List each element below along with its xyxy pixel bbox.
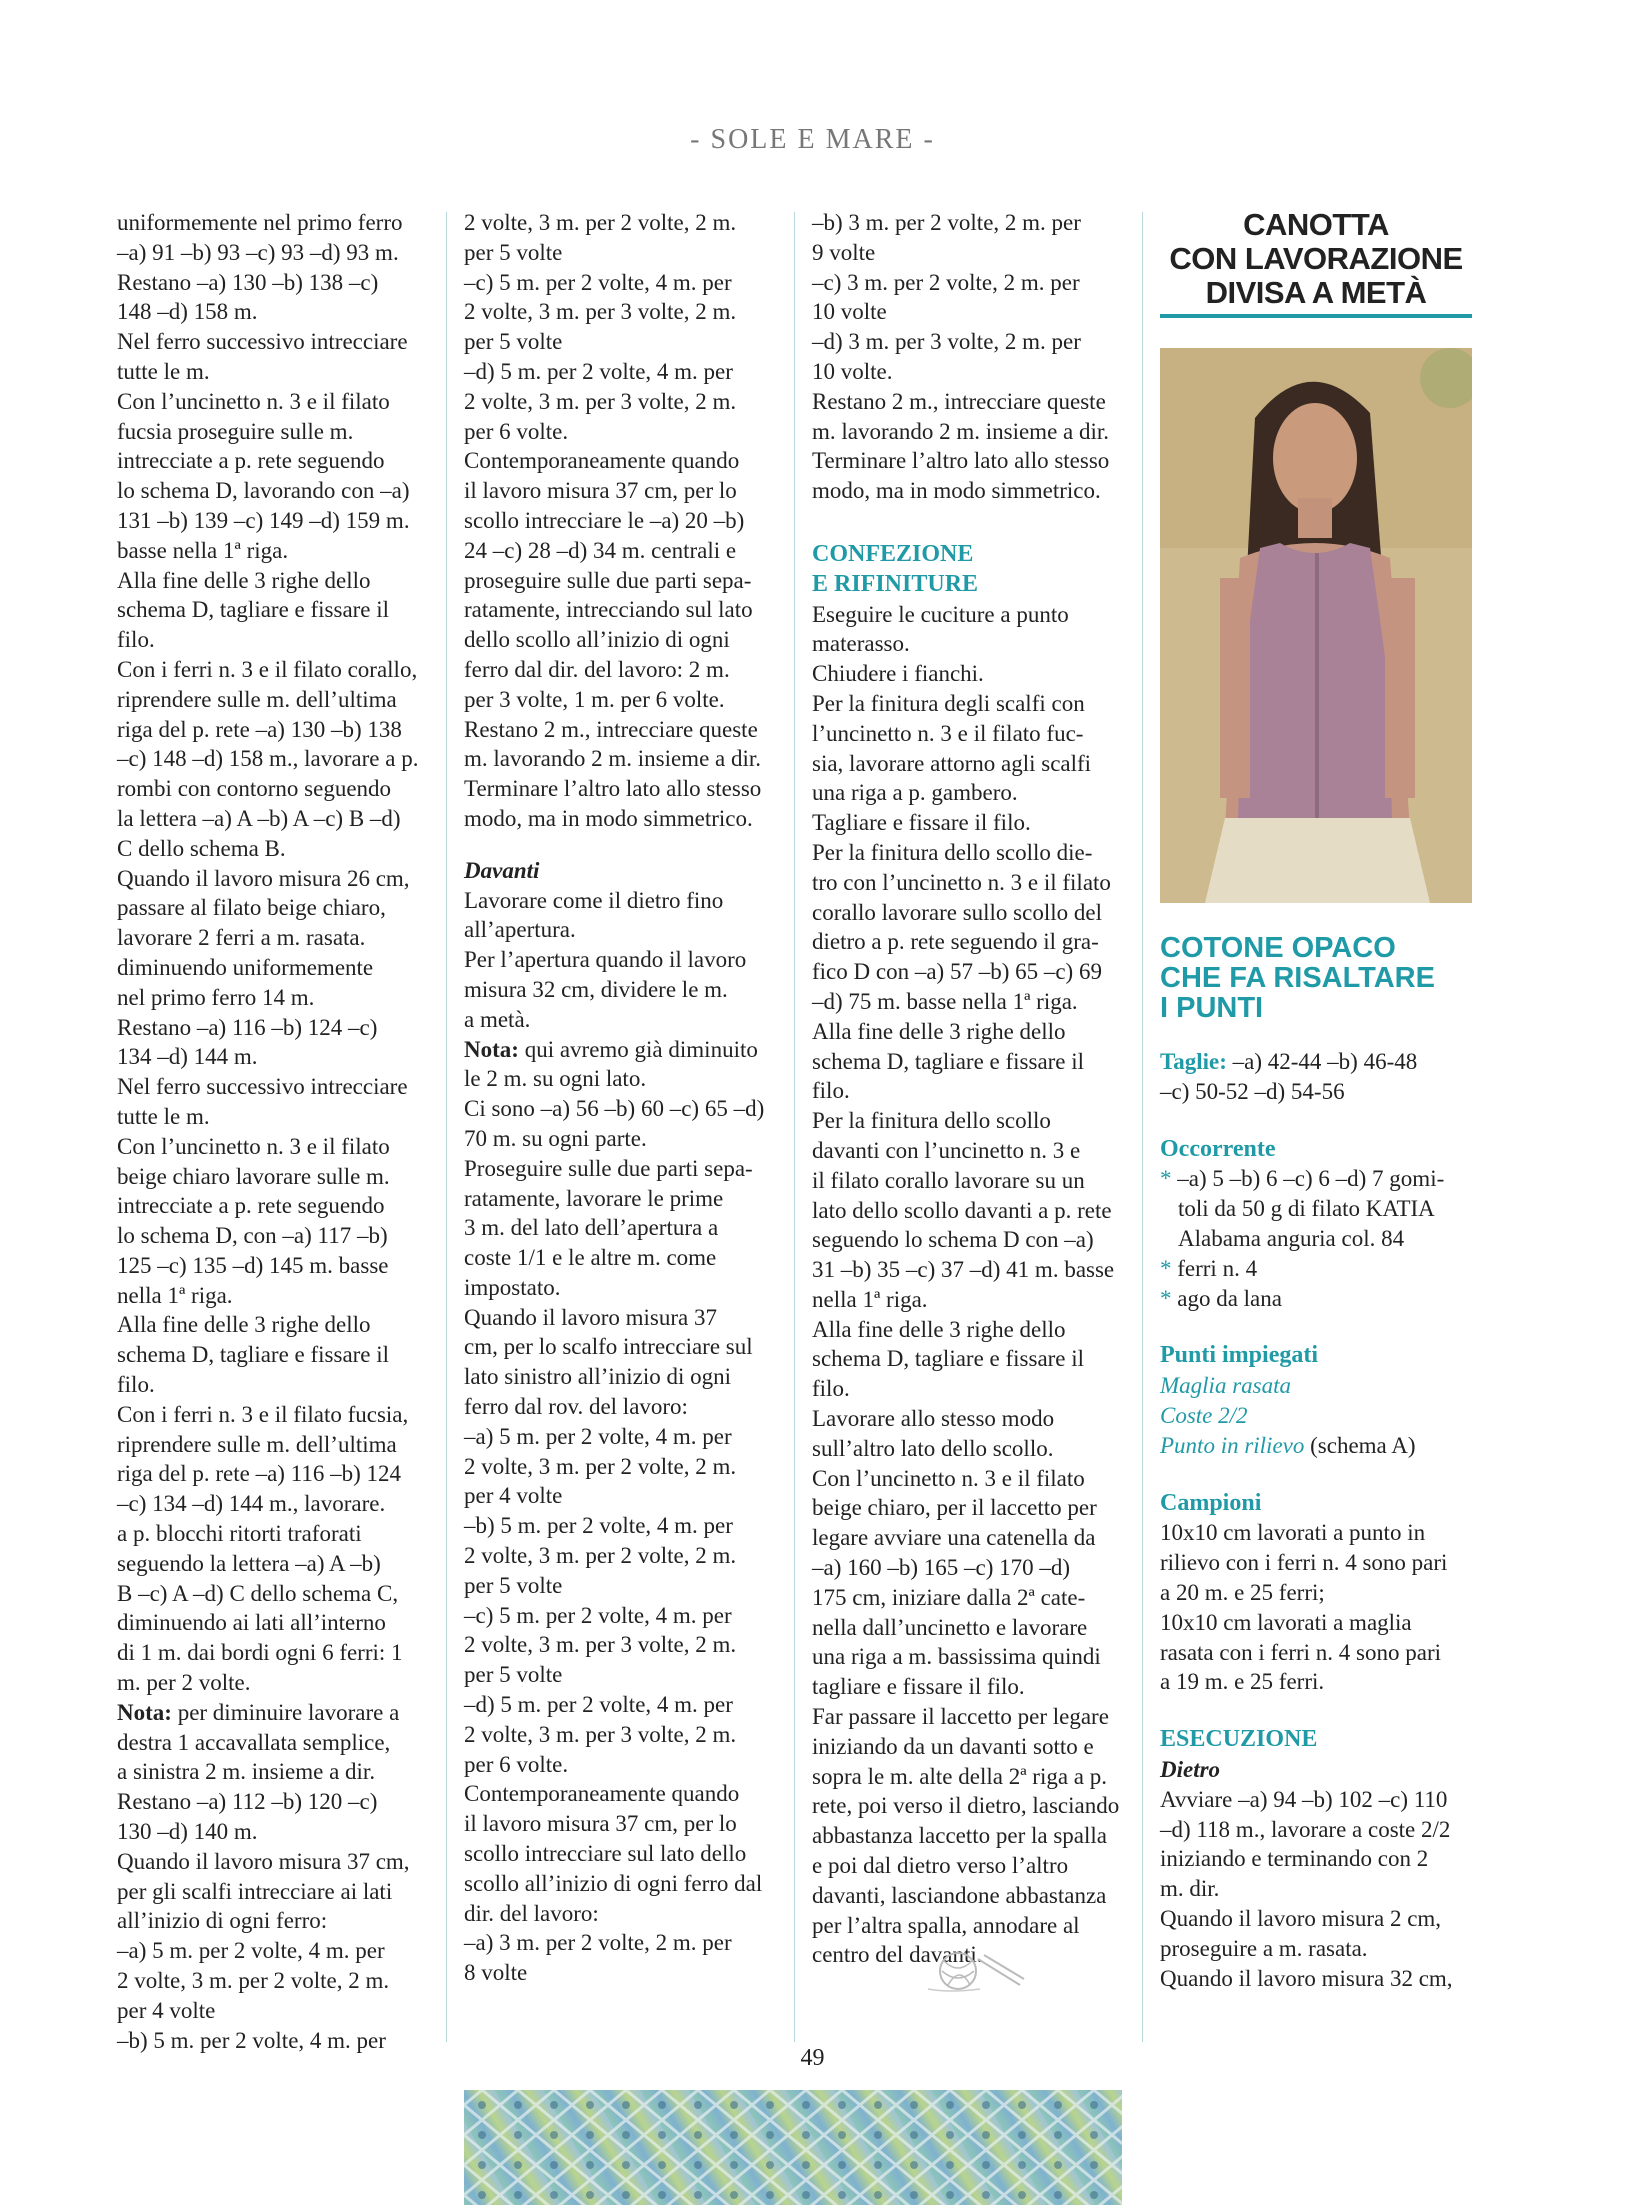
text-line: –a) 5 m. per 2 volte, 4 m. per [117,1938,385,1964]
text-line: Davanti [464,857,540,883]
text-line: Con l’uncinetto n. 3 e il filato [117,1133,390,1159]
text-line: uniformemente nel primo ferro [117,210,403,235]
text-line: –c) 3 m. per 2 volte, 2 m. per [812,269,1080,295]
text-line: 2 volte, 3 m. per 2 volte, 2 m. [117,1968,390,1994]
text-line: l’uncinetto n. 3 e il filato fuc- [812,720,1084,746]
stitch-item: Coste 2/2 [1160,1402,1248,1428]
text-line: riprendere sulle m. dell’ultima [117,1431,397,1457]
text-line: Eseguire le cuciture a punto [812,601,1069,627]
materials-item: * ago da lana [1160,1285,1282,1311]
text-line: riprendere sulle m. dell’ultima [117,686,397,712]
column-divider [794,212,795,2042]
text-line: Chiudere i fianchi. [812,661,984,687]
column-divider [1142,212,1143,2042]
text-line: Terminare l’altro lato allo stesso [464,776,762,802]
materials-item: * –a) 5 –b) 6 –c) 6 –d) 7 gomi- [1160,1166,1445,1192]
text-line: 2 volte, 3 m. per 2 volte, 2 m. [464,1453,737,1479]
text-line: –b) 3 m. per 2 volte, 2 m. per [812,210,1081,235]
text-line: iniziando da un davanti sotto e [812,1733,1094,1759]
text-line: una riga a m. bassissima quindi [812,1644,1101,1670]
text-line: Restano 2 m., intrecciare queste [464,716,758,742]
text-line: –a) 91 –b) 93 –c) 93 –d) 93 m. [117,239,399,265]
text-line: –a) 5 m. per 2 volte, 4 m. per [464,1423,732,1449]
text-line: E RIFINITURE [812,570,979,597]
text-line: davanti con l’uncinetto n. 3 e [812,1137,1081,1163]
text-line: 2 volte, 3 m. per 3 volte, 2 m. [464,1632,737,1658]
stitches-heading: Punti impiegati [1160,1342,1319,1369]
text-line: 24 –c) 28 –d) 34 m. centrali e [464,537,737,563]
text-line: Terminare l’altro lato allo stesso [812,448,1110,474]
stitch-item: Maglia rasata [1160,1373,1291,1399]
text-line: –d) 3 m. per 3 volte, 2 m. per [812,329,1081,355]
column-3 [812,208,1124,1970]
text-line: rete, poi verso il dietro, lasciando [812,1793,1120,1819]
text-line: Alla fine delle 3 righe dello [812,1018,1066,1044]
text-line: Con i ferri n. 3 e il filato corallo, [117,656,418,682]
text-line: Quando il lavoro misura 37 cm, [117,1848,410,1874]
yarn-ball-icon [920,1945,1030,1995]
text-line: Quando il lavoro misura 37 [464,1304,717,1330]
text-line: Nel ferro successivo intrecciare [117,1074,408,1100]
text-line: impostato. [464,1274,561,1300]
text-line: intrecciate a p. rete seguendo [117,448,385,474]
text-line: a sinistra 2 m. insieme a dir. [117,1759,376,1785]
text-line: Lavorare allo stesso modo [812,1406,1055,1432]
text-line: Per la finitura degli scalfi con [812,690,1085,716]
text-line: schema D, tagliare e fissare il filo. [812,1048,1085,1104]
text-line: 2 volte, 3 m. per 3 volte, 2 m. [464,299,737,325]
text-line: 8 volte [464,1960,528,1986]
sizes: Taglie: –a) 42-44 –b) 46-48 [1160,1049,1418,1074]
text-line: lato dello scollo davanti a p. rete [812,1197,1112,1223]
text-line: scollo intrecciare sul lato dello [464,1841,747,1867]
text-line: destra 1 accavallata semplice, [117,1729,391,1755]
text-line: C dello schema B. [117,835,286,861]
text-line: per 5 volte [464,329,563,355]
text-line: Quando il lavoro misura 26 cm, [117,865,410,891]
text-line: –d) 5 m. per 2 volte, 4 m. per [464,358,733,384]
column-2 [464,208,776,1988]
text-line: lo schema D, lavorando con –a) [117,478,410,504]
text-line: legare avviare una catenella da [812,1525,1096,1551]
text-line: Nota: per diminuire lavorare a [117,1699,400,1725]
text-line: schema D, tagliare e fissare il filo. [117,597,390,653]
text-line: tutte le m. [117,358,210,384]
text-line: modo, ma in modo simmetrico. [464,805,753,831]
text-line: schema D, tagliare e fissare il filo. [117,1342,390,1398]
text-line: seguendo la lettera –a) A –b) [117,1550,381,1576]
text-line: 134 –d) 144 m. [117,1044,258,1070]
text-line: –c) 148 –d) 158 m., lavorare a p. [117,746,419,772]
text-line: dietro a p. rete seguendo il gra- [812,929,1099,955]
text-line: –c) 5 m. per 2 volte, 4 m. per [464,269,732,295]
text-line: tagliare e fissare il filo. [812,1674,1025,1700]
text-line: 148 –d) 158 m. [117,299,258,325]
model-illustration [1160,348,1472,903]
text-line: nel primo ferro 14 m. [117,984,315,1010]
text-line: Lavorare come il dietro fino [464,887,724,913]
text-line: ratamente, intrecciando sul lato [464,597,753,623]
text-line: centro del davanti. [812,1942,983,1968]
text-line: 2 volte, 3 m. per 3 volte, 2 m. [464,1721,737,1747]
text-line: ratamente, lavorare le prime [464,1185,724,1211]
text-line: Con l’uncinetto n. 3 e il filato [812,1465,1085,1491]
text-line: a metà. [464,1006,531,1032]
text-line [812,506,1124,528]
text-line: –a) 160 –b) 165 –c) 170 –d) [812,1555,1071,1581]
text-line: proseguire sulle due parti sepa- [464,567,752,593]
text-line: intrecciate a p. rete seguendo [117,1193,385,1219]
text-line: m. lavorando 2 m. insieme a dir. [464,746,762,772]
text-line: Con l’uncinetto n. 3 e il filato [117,388,390,414]
text-line: per 5 volte [464,1572,563,1598]
text-line: coste 1/1 e le altre m. come [464,1245,717,1271]
text-line: il lavoro misura 37 cm, per lo [464,1811,737,1837]
text-line: dello scollo all’inizio di ogni [464,627,730,653]
note-label: Nota: [117,1699,172,1725]
text-line: Alla fine delle 3 righe dello [812,1316,1066,1342]
text-line: Per la finitura dello scollo die- [812,839,1093,865]
text-line: Per la finitura dello scollo [812,1108,1051,1134]
text-line: nella 1ª riga. [117,1282,233,1308]
text-line: –a) 3 m. per 2 volte, 2 m. per [464,1930,732,1956]
text-line: nella 1ª riga. [812,1286,928,1312]
text-line: lato sinistro all’inizio di ogni [464,1364,732,1390]
text-line: riga del p. rete –a) 130 –b) 138 [117,716,402,742]
pattern-title: CANOTTA CON LAVORAZIONE DIVISA A METÀ [1169,207,1463,310]
text-line: e poi dal dietro verso l’altro [812,1853,1069,1879]
text-line: Contemporaneamente quando [464,448,740,474]
text-line: 10 volte. [812,358,893,384]
text-line: davanti, lasciandone abbastanza [812,1882,1107,1908]
text-line: B –c) A –d) C dello schema C, [117,1580,399,1606]
text-line: fucsia proseguire sulle m. [117,418,354,444]
text-line: Per l’apertura quando il lavoro [464,947,747,973]
text-line: sopra le m. alte della 2ª riga a p. [812,1763,1108,1789]
text-line: –c) 5 m. per 2 volte, 4 m. per [464,1602,732,1628]
text-line: Restano –a) 116 –b) 124 –c) [117,1014,378,1040]
text-line: beige chiaro lavorare sulle m. [117,1163,390,1189]
text-line: 175 cm, iniziare dalla 2ª cate- [812,1584,1086,1610]
text-line: seguendo lo schema D con –a) [812,1227,1094,1253]
text-line: m. per 2 volte. [117,1670,251,1696]
text-line: 9 volte [812,239,876,265]
text-line: 2 volte, 3 m. per 3 volte, 2 m. [464,388,737,414]
text-line: Nota: qui avremo già diminuito [464,1036,758,1062]
text-line: fico D con –a) 57 –b) 65 –c) 69 [812,959,1102,985]
text-line: Far passare il laccetto per legare [812,1704,1109,1730]
swatches-heading: Campioni [1160,1489,1262,1516]
text-line: 131 –b) 139 –c) 149 –d) 159 m. [117,507,410,533]
back-heading: Dietro [1160,1756,1221,1782]
text-line: –d) 75 m. basse nella 1ª riga. [812,988,1078,1014]
text-line: abbastanza laccetto per la spalla [812,1823,1108,1849]
text-line: Con i ferri n. 3 e il filato fucsia, [117,1401,409,1427]
text-line: scollo intrecciare le –a) 20 –b) [464,507,745,533]
title-underline [1160,314,1472,318]
text-line: all’apertura. [464,917,576,943]
text-line: le 2 m. su ogni lato. [464,1066,647,1092]
knit-swatch-photo [464,2090,1122,2205]
text-line: 2 volte, 3 m. per 2 volte, 2 m. [464,1543,737,1569]
text-line: diminuendo uniformemente [117,954,374,980]
text-line: basse nella 1ª riga. [117,537,289,563]
sidebar-column: CANOTTA CON LAVORAZIONE DIVISA A METÀ COTONE OPACO CHE FA RISALTARE I PUNTI Taglie: –a) 42-44 –b) 46-48 –c) 50-52 –d) 54-56 Occorrente * –a) 5 –b) 6 –c) 6 –d) 7 gomi- toli da 50 g di filato KATIA Alabama anguria col. 84 * ferri n. 4 * ago da lana Punti impiegati Maglia rasata Coste 2/2 Punto in rilievo (schema A) Campioni 10x10 cm lavorati a punto in rilievo con i ferri n. 4 sono pari a 20 m. e 25 ferri; 10x10 cm lavorati a maglia rasata con i ferri n. 4 sono pari a 19 m. e 25 ferri. ESECUZIONE Dietro Avviare –a) 94 –b) 102 –c) 110 –d) 118 m., lavorare a coste 2/2 iniziando e terminando con 2 m. dir. Quando il lavoro misura 2 cm, proseguire a m. rasata. Quando il lavoro misura 32 cm, [1160,208,1472,1993]
text-line: m. lavorando 2 m. insieme a dir. [812,418,1110,444]
text-line: Proseguire sulle due parti sepa- [464,1155,753,1181]
text-line: –d) 5 m. per 2 volte, 4 m. per [464,1692,733,1718]
text-line: Restano 2 m., intrecciare queste [812,388,1106,414]
text-line: di 1 m. dai bordi ogni 6 ferri: 1 [117,1640,403,1666]
text-line: 10 volte [812,299,887,325]
text-line: la lettera –a) A –b) A –c) B –d) [117,805,401,831]
text-line: CONFEZIONE [812,540,974,567]
text-line: tutte le m. [117,1103,210,1129]
text-line: Ci sono –a) 56 –b) 60 –c) 65 –d) [464,1096,765,1122]
text-line: ferro dal dir. del lavoro: 2 m. [464,656,730,682]
stitch-item: Punto in rilievo (schema A) [1160,1432,1416,1458]
materials-item: * ferri n. 4 [1160,1255,1258,1281]
text-line: Restano –a) 130 –b) 138 –c) [117,269,379,295]
column-divider [446,212,447,2042]
text-line: Restano –a) 112 –b) 120 –c) [117,1789,378,1815]
text-line: Nel ferro successivo intrecciare [117,329,408,355]
text-line: scollo all’inizio di ogni ferro dal [464,1870,763,1896]
model-photo [1160,348,1472,903]
text-line: per 3 volte, 1 m. per 6 volte. [464,686,725,712]
text-line: misura 32 cm, dividere le m. [464,976,728,1002]
text-line: una riga a p. gambero. [812,780,1018,806]
text-line: a p. blocchi ritorti traforati [117,1521,362,1547]
text-line: per 4 volte [464,1483,563,1509]
text-line: lo schema D, con –a) 117 –b) [117,1223,388,1249]
text-line: materasso. [812,631,910,657]
execution-heading: ESECUZIONE [1160,1726,1318,1753]
page-number: 49 [800,2045,825,2071]
materials-heading: Occorrente [1160,1135,1276,1162]
column-1 [117,208,427,2055]
text-line: per 5 volte [464,1662,563,1688]
text-line: lavorare 2 ferri a m. rasata. [117,925,366,951]
text-line: dir. del lavoro: [464,1900,599,1926]
text-line: sia, lavorare attorno agli scalfi [812,750,1092,776]
text-line: per gli scalfi intrecciare ai lati [117,1878,393,1904]
text-line: il filato corallo lavorare su un [812,1167,1085,1193]
running-header: - SOLE E MARE - [690,124,935,155]
text-line: Alla fine delle 3 righe dello [117,1312,371,1338]
text-line: 31 –b) 35 –c) 37 –d) 41 m. basse [812,1257,1115,1283]
text-line: passare al filato beige chiaro, [117,895,386,921]
text-line: per l’altra spalla, annodare al [812,1912,1080,1938]
text-line: Alla fine delle 3 righe dello [117,567,371,593]
text-line: diminuendo ai lati all’interno [117,1610,386,1636]
text-line: cm, per lo scalfo intrecciare sul [464,1334,753,1360]
text-line: 70 m. su ogni parte. [464,1125,647,1151]
text-line: riga del p. rete –a) 116 –b) 124 [117,1461,401,1487]
note-label: Nota: [464,1036,519,1062]
subtitle: COTONE OPACO CHE FA RISALTARE I PUNTI [1160,932,1435,1024]
text-line: 2 volte, 3 m. per 2 volte, 2 m. [464,210,737,235]
text-line: Contemporaneamente quando [464,1781,740,1807]
text-line: Tagliare e fissare il filo. [812,810,1031,836]
text-line [464,834,776,856]
text-line: 3 m. del lato dell’apertura a [464,1215,719,1241]
text-line: beige chiaro, per il laccetto per [812,1495,1097,1521]
text-line: rombi con contorno seguendo [117,776,392,802]
text-line: per 6 volte. [464,418,569,444]
text-line: sull’altro lato dello scollo. [812,1435,1054,1461]
text-line: per 6 volte. [464,1751,569,1777]
text-line: ferro dal rov. del lavoro: [464,1394,688,1420]
text-line: –c) 134 –d) 144 m., lavorare. [117,1491,386,1517]
text-line: 130 –d) 140 m. [117,1819,258,1845]
text-line: modo, ma in modo simmetrico. [812,478,1101,504]
text-line: 125 –c) 135 –d) 145 m. basse [117,1252,389,1278]
text-line: per 5 volte [464,239,563,265]
text-line: il lavoro misura 37 cm, per lo [464,478,737,504]
lace-pattern [464,2090,1122,2205]
text-line: all’inizio di ogni ferro: [117,1908,328,1934]
text-line: –b) 5 m. per 2 volte, 4 m. per [464,1513,733,1539]
text-line: schema D, tagliare e fissare il filo. [812,1346,1085,1402]
text-line: corallo lavorare sullo scollo del [812,899,1102,925]
text-line: tro con l’uncinetto n. 3 e il filato [812,869,1111,895]
text-line: nella dall’uncinetto e lavorare [812,1614,1088,1640]
text-line: per 4 volte [117,1997,216,2023]
text-line: –b) 5 m. per 2 volte, 4 m. per [117,2027,386,2053]
